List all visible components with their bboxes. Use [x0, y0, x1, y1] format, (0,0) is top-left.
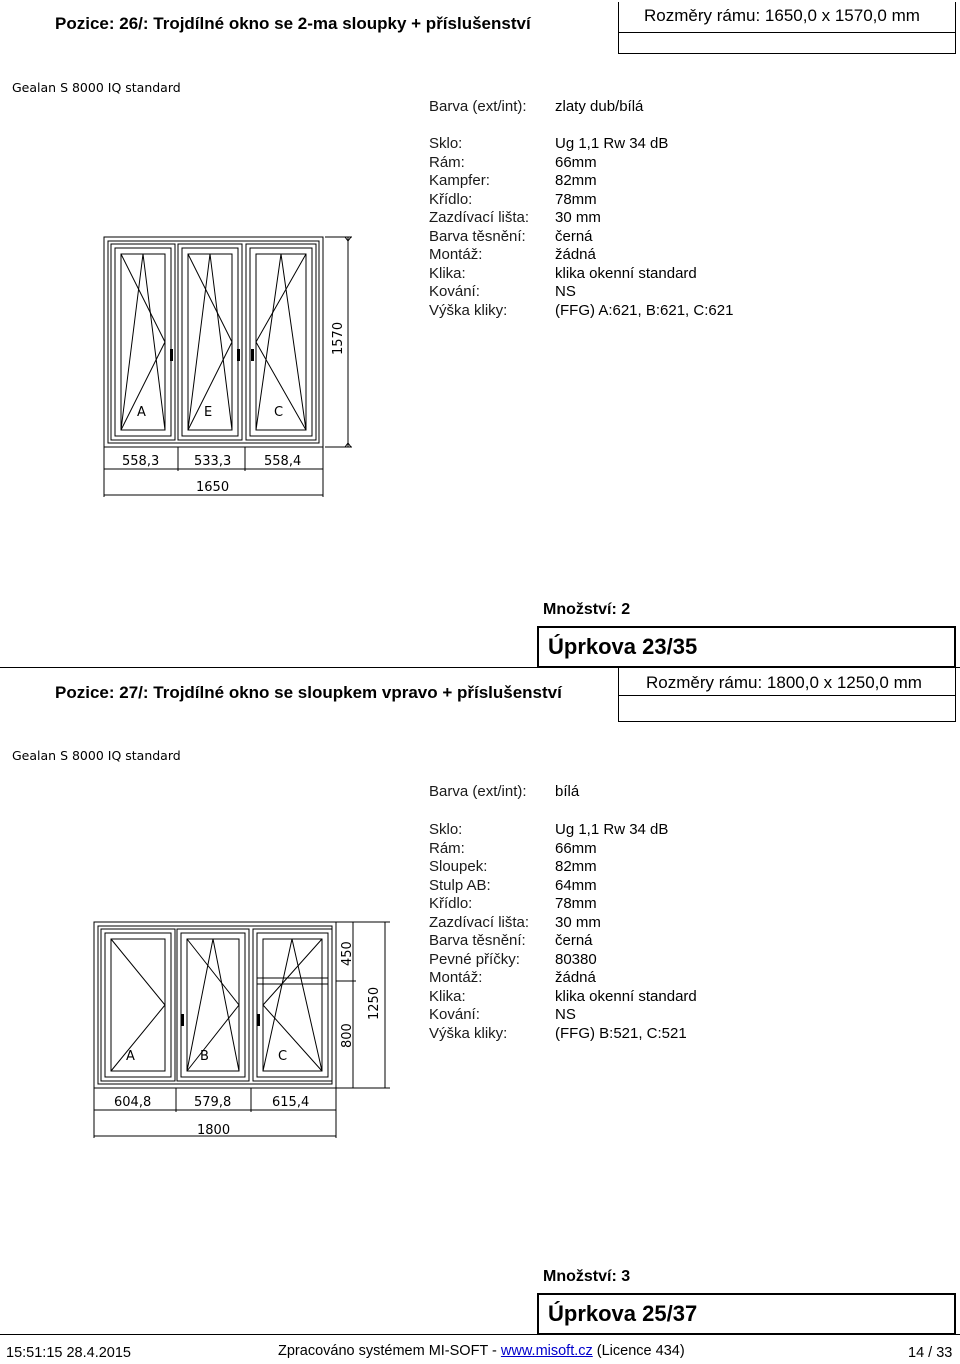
spec-value: 80380: [555, 950, 597, 968]
lower-height-dimension: 800: [340, 1023, 355, 1048]
spec-key: Klika:: [429, 987, 466, 1005]
width-dimension: 579,8: [194, 1095, 232, 1110]
footer-link[interactable]: www.misoft.cz: [500, 1343, 593, 1359]
spec-key: Montáž:: [429, 969, 483, 986]
footer-timestamp: 15:51:15 28.4.2015: [6, 1345, 131, 1361]
width-dimension: 533,3: [194, 454, 232, 469]
spec-key: Stulp AB:: [429, 876, 491, 894]
spec-value: černá: [555, 932, 593, 949]
sash-label: A: [126, 1049, 135, 1064]
spec-value: žádná: [555, 969, 596, 986]
spec-value: 66mm: [555, 153, 597, 171]
spec-key: Kování:: [429, 283, 480, 300]
footer-processed-prefix: Zpracováno systémem MI-SOFT -: [278, 1343, 501, 1359]
spec-value: černá: [555, 227, 593, 245]
spec-key: Sklo:: [429, 135, 463, 152]
window-drawing: [90, 225, 370, 515]
spec-key: Pevné příčky:: [429, 950, 520, 968]
width-dimension: 558,3: [122, 454, 160, 469]
sash-label: B: [200, 1049, 209, 1064]
quantity: Množství: 2: [543, 601, 631, 618]
position-title: Pozice: 27/: Trojdílné okno se sloupkem vpravo + příslušenství: [55, 683, 562, 702]
spec-value: Ug 1,1 Rw 34 dB: [555, 135, 669, 152]
sash-label: C: [278, 1049, 288, 1064]
spec-key: Barva (ext/int):: [429, 783, 527, 800]
sash-label: E: [204, 405, 213, 420]
spec-value: 30 mm: [555, 913, 601, 931]
total-width-dimension: 1650: [196, 480, 230, 495]
spec-value: klika okenní standard: [555, 987, 697, 1005]
color-spec: [429, 98, 643, 117]
width-dimension: 604,8: [114, 1095, 152, 1110]
height-dimension: 1250: [367, 986, 382, 1020]
spec-key: Kování:: [429, 1006, 480, 1023]
quantity: Množství: 3: [543, 1268, 631, 1285]
spec-key: Zazdívací lišta:: [429, 913, 530, 931]
spec-key: Barva těsnění:: [429, 932, 526, 949]
system-label: Gealan S 8000 IQ standard: [12, 80, 181, 95]
spec-value: 78mm: [555, 895, 597, 912]
spec-value: (FFG) A:621, B:621, C:621: [555, 301, 734, 319]
spec-value: 30 mm: [555, 209, 601, 226]
footer-processed-suffix: (Licence 434): [592, 1343, 685, 1359]
window-drawing: [80, 910, 400, 1150]
spec-table: [429, 135, 733, 320]
profile-name: Úprkova 23/35: [548, 634, 698, 659]
spec-key: Sloupek:: [429, 858, 488, 875]
spec-value: 64mm: [555, 876, 597, 894]
width-dimension: 558,4: [264, 454, 302, 469]
spec-value: 82mm: [555, 858, 597, 875]
spec-value: NS: [555, 1006, 576, 1023]
spec-value: bílá: [555, 783, 580, 800]
spec-key: Barva těsnění:: [429, 227, 526, 245]
total-width-dimension: 1800: [197, 1123, 231, 1138]
page-number: 14 / 33: [908, 1345, 953, 1361]
spec-value: zlaty dub/bílá: [555, 98, 644, 115]
spec-table: [429, 821, 697, 1043]
sash-label: C: [274, 405, 284, 420]
spec-key: Křídlo:: [429, 895, 473, 912]
spec-value: Ug 1,1 Rw 34 dB: [555, 821, 669, 838]
spec-key: Rám:: [429, 153, 465, 171]
spec-value: žádná: [555, 246, 596, 263]
spec-value: 66mm: [555, 839, 597, 857]
width-dimension: 615,4: [272, 1095, 310, 1110]
height-dimension: 1570: [331, 321, 346, 355]
upper-height-dimension: 450: [340, 941, 355, 966]
frame-dimensions: Rozměry rámu: 1650,0 x 1570,0 mm: [644, 6, 920, 25]
footer-processed: [278, 1343, 685, 1359]
footer-divider: [0, 1334, 960, 1335]
frame-dimensions: Rozměry rámu: 1800,0 x 1250,0 mm: [646, 673, 922, 692]
spec-value: 78mm: [555, 190, 597, 208]
color-spec: [429, 783, 579, 802]
spec-key: Křídlo:: [429, 190, 473, 208]
spec-key: Barva (ext/int):: [429, 98, 527, 115]
spec-key: Sklo:: [429, 821, 463, 838]
spec-key: Kampfer:: [429, 172, 490, 189]
system-label: Gealan S 8000 IQ standard: [12, 748, 181, 763]
spec-key: Výška kliky:: [429, 301, 508, 319]
spec-value: (FFG) B:521, C:521: [555, 1024, 687, 1042]
spec-key: Montáž:: [429, 246, 483, 263]
spec-key: Rám:: [429, 839, 465, 857]
spec-value: klika okenní standard: [555, 264, 697, 282]
spec-value: NS: [555, 283, 576, 300]
spec-value: 82mm: [555, 172, 597, 189]
profile-name: Úprkova 25/37: [548, 1301, 698, 1326]
sash-label: A: [137, 405, 146, 420]
position-title: Pozice: 26/: Trojdílné okno se 2-ma sloupky + příslušenství: [55, 14, 531, 33]
spec-key: Klika:: [429, 264, 466, 282]
spec-key: Výška kliky:: [429, 1024, 508, 1042]
spec-key: Zazdívací lišta:: [429, 209, 530, 226]
